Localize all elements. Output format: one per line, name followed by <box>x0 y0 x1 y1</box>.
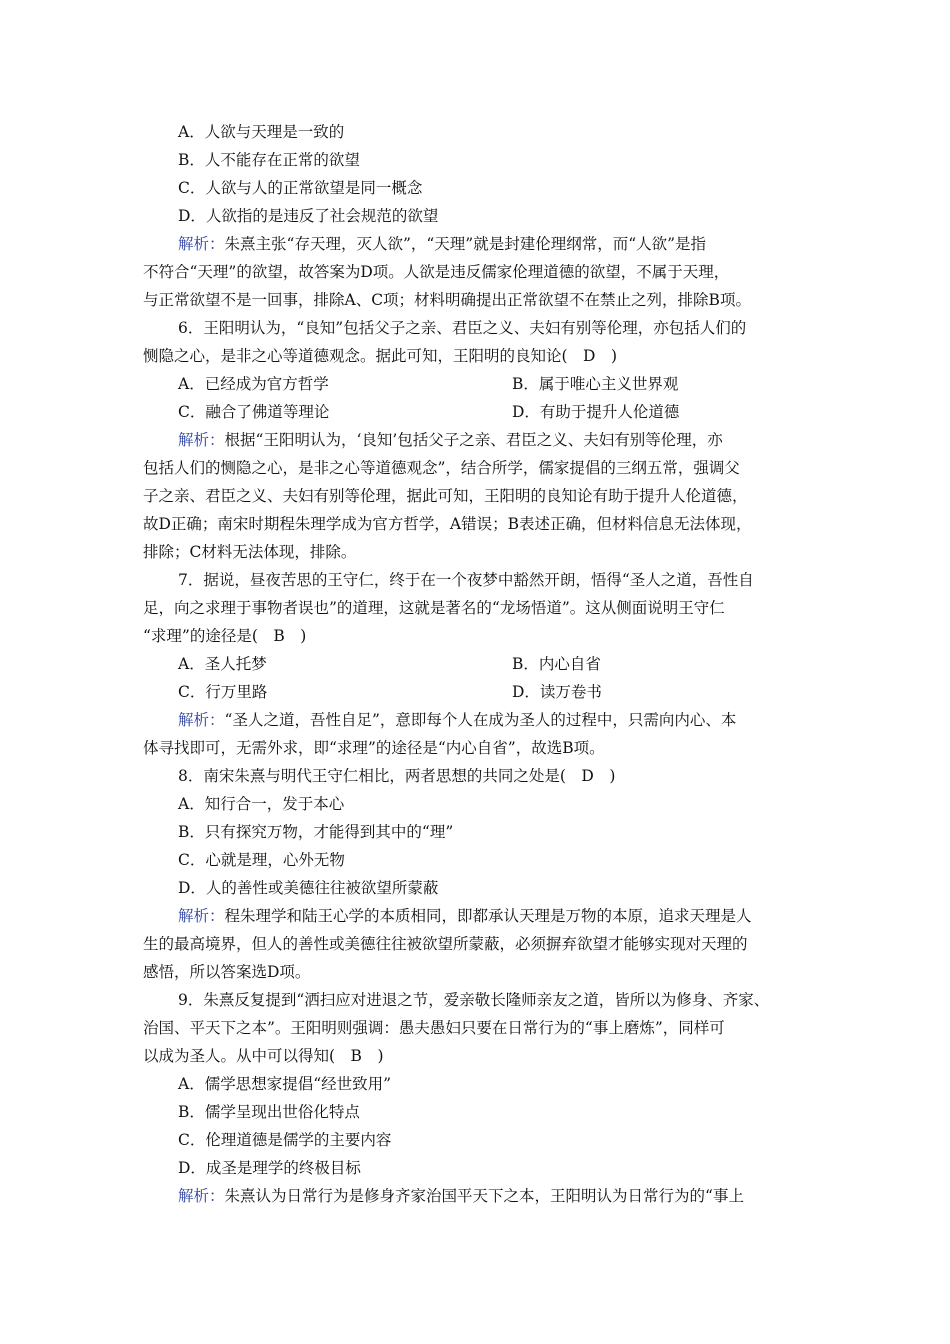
q7-stem-line: 足，向之求理于事物者误也”的道理，这就是著名的“龙场悟道”。这从侧面说明王守仁 <box>143 599 725 617</box>
q5-option-d: D．人欲指的是违反了社会规范的欲望 <box>178 207 439 225</box>
q5-option-b: B．人不能存在正常的欲望 <box>178 151 360 169</box>
q9-option-d: D．成圣是理学的终极目标 <box>178 1159 361 1177</box>
q6-stem-line: 6．王阳明认为，“良知”包括父子之亲、君臣之义、夫妇有别等伦理，亦包括人们的 <box>178 319 747 337</box>
q9-stem-line: 治国、平天下之本”。王阳明则强调：愚夫愚妇只要在日常行为的“事上磨炼”，同样可 <box>143 1019 725 1037</box>
q9-option-b: B．儒学呈现出世俗化特点 <box>178 1103 360 1121</box>
q6-option-b: B．属于唯心主义世界观 <box>512 375 679 393</box>
q5-analysis-line: 不符合“天理”的欲望，故答案为D项。人欲是违反儒家伦理道德的欲望，不属于天理， <box>143 263 730 281</box>
q6-option-d: D．有助于提升人伦道德 <box>512 403 680 421</box>
q8-analysis-line: 解析：程朱理学和陆王心学的本质相同，即都承认天理是万物的本原，追求天理是人 <box>178 907 752 925</box>
q8-option-c: C．心就是理，心外无物 <box>178 851 345 869</box>
analysis-label: 解析： <box>178 1187 225 1205</box>
q8-option-a: A．知行合一，发于本心 <box>178 795 345 813</box>
q7-option-b: B．内心自省 <box>512 655 601 673</box>
q7-option-a: A．圣人托梦 <box>178 655 267 673</box>
q9-option-c: C．伦理道德是儒学的主要内容 <box>178 1131 392 1149</box>
analysis-label: 解析： <box>178 235 225 253</box>
q8-analysis-line: 感悟，所以答案选D项。 <box>143 963 311 981</box>
q6-analysis-line: 包括人们的恻隐之心，是非之心等道德观念”，结合所学，儒家提倡的三纲五常，强调父 <box>143 459 740 477</box>
q5-analysis-line: 与正常欲望不是一回事，排除A、C项；材料明确提出正常欲望不在禁止之列，排除B项。 <box>143 291 751 309</box>
q8-option-b: B．只有探究万物，才能得到其中的“理” <box>178 823 454 841</box>
q5-option-a: A．人欲与天理是一致的 <box>178 123 345 141</box>
q5-analysis-line: 解析：朱熹主张“存天理，灭人欲”，“天理”就是封建伦理纲常，而“人欲”是指 <box>178 235 707 253</box>
q9-option-a: A．儒学思想家提倡“经世致用” <box>178 1075 392 1093</box>
analysis-label: 解析： <box>178 431 225 449</box>
q8-stem-line: 8．南宋朱熹与明代王守仁相比，两者思想的共同之处是( D ) <box>178 767 616 785</box>
q5-option-c: C．人欲与人的正常欲望是同一概念 <box>178 179 423 197</box>
q8-option-d: D．人的善性或美德往往被欲望所蒙蔽 <box>178 879 439 897</box>
q6-option-c: C．融合了佛道等理论 <box>178 403 330 421</box>
q7-stem-line: 7．据说，昼夜苦思的王守仁，终于在一个夜梦中豁然开朗，悟得“圣人之道，吾性自 <box>178 571 754 589</box>
q9-stem-line: 9．朱熹反复提到“洒扫应对进退之节，爱亲敬长隆师亲友之道，皆所以为修身、齐家、 <box>178 991 770 1009</box>
q6-analysis-line: 故D正确；南宋时期程朱理学成为官方哲学，A错误；B表述正确，但材料信息无法体现， <box>143 515 752 533</box>
q9-stem-line: 以成为圣人。从中可以得知( B ) <box>143 1047 384 1065</box>
q7-stem-line: “求理”的途径是( B ) <box>143 627 307 645</box>
analysis-label: 解析： <box>178 907 225 925</box>
q8-analysis-line: 生的最高境界，但人的善性或美德往往被欲望所蒙蔽，必须摒弃欲望才能够实现对天理的 <box>143 935 748 953</box>
q7-option-c: C．行万里路 <box>178 683 268 701</box>
q6-stem-line: 恻隐之心，是非之心等道德观念。据此可知，王阳明的良知论( D ) <box>143 347 618 365</box>
q6-analysis-line: 排除；C材料无法体现，排除。 <box>143 543 357 561</box>
q7-option-d: D．读万卷书 <box>512 683 602 701</box>
q6-analysis-line: 子之亲、君臣之义、夫妇有别等伦理，据此可知，王阳明的良知论有助于提升人伦道德， <box>143 487 748 505</box>
q9-analysis-line: 解析：朱熹认为日常行为是修身齐家治国平天下之本，王阳明认为日常行为的“事上 <box>178 1187 744 1205</box>
q6-analysis-line: 解析：根据“王阳明认为，‘良知’包括父子之亲、君臣之义、夫妇有别等伦理，亦 <box>178 431 723 449</box>
q7-analysis-line: 解析：“圣人之道，吾性自足”，意即每个人在成为圣人的过程中，只需向内心、本 <box>178 711 737 729</box>
q7-analysis-line: 体寻找即可，无需外求，即“求理”的途径是“内心自省”，故选B项。 <box>143 739 605 757</box>
q6-option-a: A．已经成为官方哲学 <box>178 375 329 393</box>
analysis-label: 解析： <box>178 711 225 729</box>
